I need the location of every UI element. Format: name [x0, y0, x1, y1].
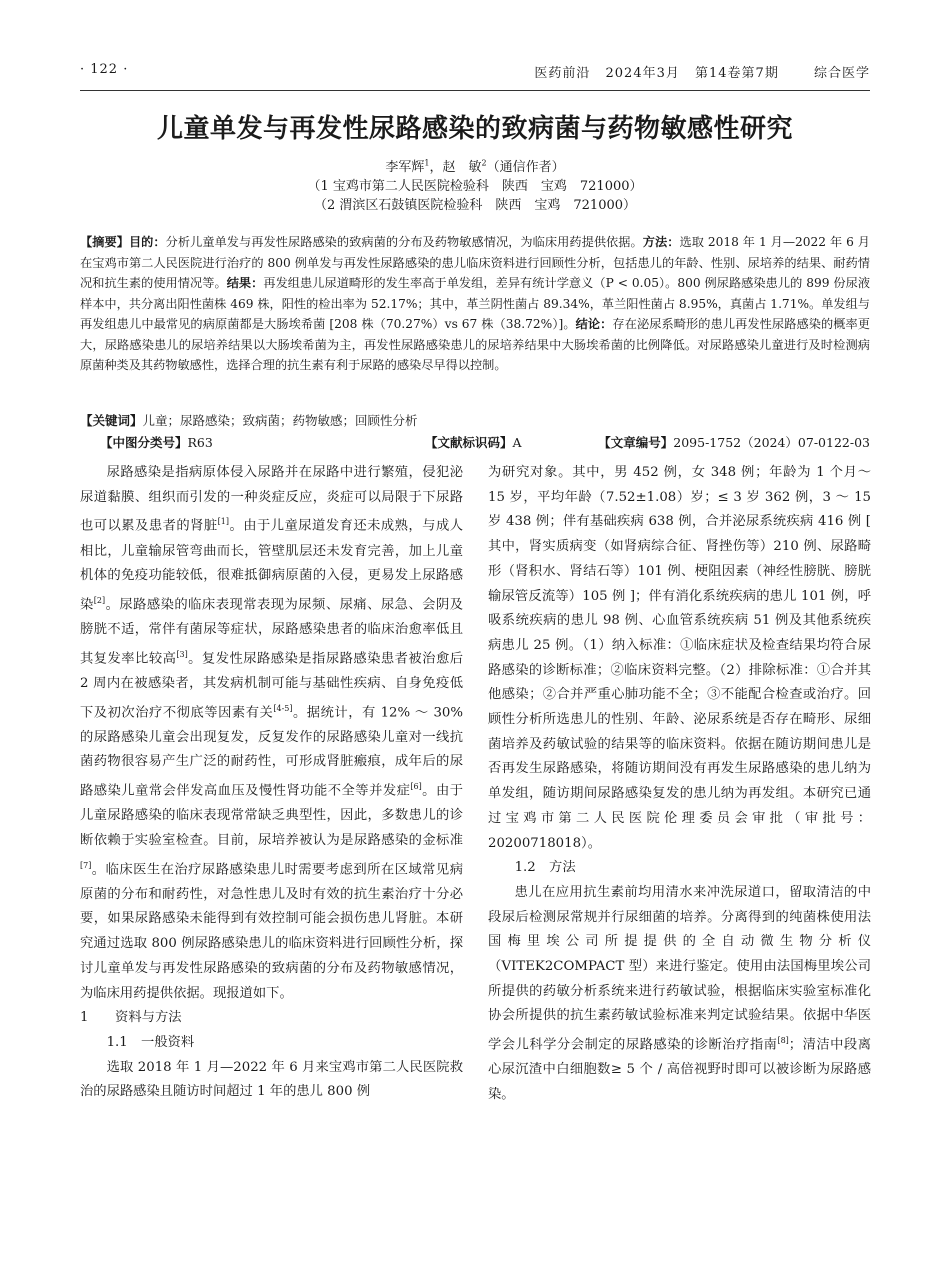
affiliation: （1 宝鸡市第二人民医院检验科 陕西 宝鸡 721000）: [307, 179, 643, 195]
author-affiliation-mark: 1: [424, 159, 430, 168]
body-text: 。据统计，有 12% ～ 30% 的尿路感染儿童会出现复发，反复发作的尿路感染儿童对一线抗菌药物很容易产生广泛的耐药性，可形成肾脏瘢痕，成年后的尿路感染儿童常会伴发高血压及慢性肾功能不全等并发症: [80, 705, 464, 799]
body-column-right: [488, 461, 871, 1108]
body-paragraph-continued: 为研究对象。其中，男 452 例，女 348 例；年龄为 1 个月～ 15 岁，平均年龄（7.52±1.08）岁；≤ 3 岁 362 例，3 ～ 15 岁 438 例；伴有基础疾病 638 例，合并泌尿系统疾病 416 例 [ 其中，肾实质病变（如肾病综合征、肾挫伤等）210 例、尿路畸形（肾积水、肾结石等）101 例、梗阻因素（神经性膀胱、膀胱输尿管反流等）105 例 ]；伴有消化系统疾病的患儿 101 例，呼吸系统疾病的患儿 98 例、心血管系统疾病 51 例及其他系统疾病患儿 25 例。（1）纳入标准：①临床症状及检查结果均符合尿路感染的诊断标准；②临床资料完整。（2）排除标准：①合并其他感染；②合并严重心肺功能不全；③不能配合检查或治疗。回顾性分析所选患儿的性别、年龄、泌尿系统是否存在畸形、尿细菌培养及药敏试验的结果等的临床资料。依据在随访期间患儿是否再发生尿路感染，将随访期间没有再发生尿路感染的患儿纳为单发组，随访期间尿路感染复发的患儿纳为再发组。本研究已通过宝鸡市第二人民医院伦理委员会审批（审批号：20200718018）。: [488, 465, 871, 851]
citation: [1]: [217, 517, 229, 527]
result-text: 再发组患儿尿道畸形的发生率高于单发组，差异有统计学意义（P < 0.05）。800 例尿路感染患儿的 899 份尿液样本中，共分离出阳性菌株 469 株，阳性的检出率为 52.17%；其中，革兰阴性菌占 89.34%，革兰阳性菌占 8.95%，真菌占 1.71%。单发组与再发组患儿中最常见的病原菌都是大肠埃希菌 [208 株（70.27%）vs 67 株（38.72%）]。: [80, 276, 871, 331]
author-line: [385, 160, 564, 175]
body-text: 患儿在应用抗生素前均用清水来冲洗尿道口，留取清洁的中段尿后检测尿常规并行尿细菌的培养。分离得到的纯菌株使用法国梅里埃公司所提提供的全自动微生物分析仪（VITEK2COMPACT 型）来进行鉴定。使用由法国梅里埃公司所提供的药敏分析系统来进行药敏试验，根据临床实验室标准化协会所提供的抗生素药敏试验标准来判定试验结果。依据中华医学会儿科学分会制定的尿路感染的诊断治疗指南: [488, 884, 871, 1053]
result-label: 结果：: [226, 276, 264, 290]
body-text: 。由于儿童尿路感染的临床表现常常缺乏典型性，因此，多数患儿的诊断依赖于实验室检查。目前，尿培养被认为是尿路感染的金标准: [80, 783, 464, 848]
journal-column: 综合医学: [813, 66, 870, 81]
clc-value: R63: [187, 435, 213, 450]
citation: [7]: [80, 860, 92, 870]
abstract-label: 【摘要】: [80, 235, 129, 249]
citation: [2]: [93, 595, 106, 605]
citation: [4-5]: [273, 703, 293, 713]
abstract: [80, 232, 870, 376]
body-text: 。临床医生在治疗尿路感染患儿时需要考虑到所在区域常见病原菌的分布和耐药性，对急性患儿及时有效的抗生素治疗十分必要，如果尿路感染未能得到有效控制可能会损伤患儿肾脏。本研究通过选取 800 例尿路感染患儿的临床资料进行回顾性分析，探讨儿童单发与再发性尿路感染的致病菌的分布及药物敏感情况，为临床用药提供依据。现报道如下。: [80, 862, 463, 1001]
volume-issue: 第14卷第7期: [695, 66, 779, 81]
doc-code-label: 【文献标识码】: [425, 435, 513, 450]
page-number: · 122 ·: [80, 62, 129, 77]
body-paragraph: [488, 881, 871, 1108]
author-name: 李军辉: [385, 160, 425, 176]
keywords: [80, 411, 870, 429]
journal-info: [524, 62, 870, 81]
citation: [6]: [410, 782, 422, 792]
method-label: 方法：: [642, 235, 680, 249]
section-heading: 1 资料与方法: [80, 1010, 182, 1026]
doc-code-value: A: [512, 435, 522, 450]
article-title: 儿童单发与再发性尿路感染的致病菌与药物敏感性研究: [156, 114, 793, 144]
corresponding-note: （通信作者）: [486, 160, 565, 176]
author-affiliation-mark: 2: [481, 159, 487, 168]
author-separator: ，: [429, 160, 443, 176]
affiliation: （2 渭滨区石鼓镇医院检验科 陕西 宝鸡 721000）: [313, 198, 637, 214]
body-text: ；清洁中段离心尿沉渣中白细胞数≥ 5 个 / 高倍视野时即可以被诊断为尿路感染。: [488, 1037, 872, 1102]
keywords-text: 儿童；尿路感染；致病菌；药物敏感；回顾性分析: [142, 413, 418, 428]
body-text: 尿路感染是指病原体侵入尿路并在尿路中进行繁殖，侵犯泌尿道黏膜、组织而引发的一种炎症反应，炎症可以局限于下尿路也可以累及患者的肾脏: [80, 465, 463, 534]
subsection-heading: 1.2 方法: [514, 860, 576, 876]
running-header: [80, 62, 870, 84]
body-text: 。复发性尿路感染是指尿路感染患者被治愈后 2 周内在被感染者，其发病机制可能与基础性疾病、自身免疫低下及初次治疗不彻底等因素有关: [80, 651, 464, 721]
header-rule: [80, 90, 870, 91]
intro-paragraph: [80, 461, 463, 1006]
objective-text: 分析儿童单发与再发性尿路感染的致病菌的分布及药物敏感情况，为临床用药提供依据。: [165, 235, 643, 249]
citation: [8]: [777, 1036, 789, 1046]
citation: [3]: [176, 649, 188, 659]
document-code: [425, 433, 522, 451]
article-number-label: 【文章编号】: [598, 435, 674, 450]
body-text: 。由于儿童尿道发育还未成熟，与成人相比，儿童输尿管弯曲而长，管壁肌层还未发育完善，加上儿童机体的免疫功能较低，很难抵御病原菌的入侵，更易发上尿路感染: [80, 518, 464, 613]
author-block: [80, 154, 870, 215]
classification-line: [80, 433, 870, 453]
subsection-heading: 1.1 一般资料: [106, 1035, 195, 1050]
article-number-value: 2095-1752（2024）07-0122-03: [673, 435, 870, 450]
clc-number: [100, 433, 213, 451]
method-text: 选取 2018 年 1 月—2022 年 6 月在宝鸡市第二人民医院进行治疗的 800 例单发与再发性尿路感染的患儿临床资料进行回顾性分析，包括患儿的年龄、性别、尿培养的结果、耐药情况和抗生素的使用情况等。: [80, 235, 870, 290]
body-paragraph: 选取 2018 年 1 月—2022 年 6 月来宝鸡市第二人民医院救治的尿路感染且随访时间超过 1 年的患儿 800 例: [80, 1059, 463, 1100]
body-column-left: [80, 461, 463, 1105]
conclusion-label: 结论：: [575, 317, 613, 331]
body-text: 。尿路感染的临床表现常表现为尿频、尿痛、尿急、会阴及膀胱不适，常伴有菌尿等症状，尿路感染患者的临床治愈率低且其复发率比较高: [80, 597, 463, 667]
keywords-label: 【关键词】: [80, 413, 143, 428]
objective-label: 目的：: [128, 235, 166, 249]
issue-date: 2024年3月: [605, 66, 680, 81]
journal-name: 医药前沿: [534, 66, 591, 81]
article-number: [598, 433, 870, 451]
author-name: 赵 敏: [442, 160, 482, 176]
conclusion-text: 存在泌尿系畸形的患儿再发性尿路感染的概率更大，尿路感染患儿的尿培养结果以大肠埃希菌为主，再发性尿路感染患儿的尿培养结果中大肠埃希菌的比例降低。对尿路感染儿童进行及时检测病原菌种类及其药物敏感性，选择合理的抗生素有利于尿路的感染尽早得以控制。: [80, 317, 870, 372]
clc-label: 【中图分类号】: [100, 435, 188, 450]
